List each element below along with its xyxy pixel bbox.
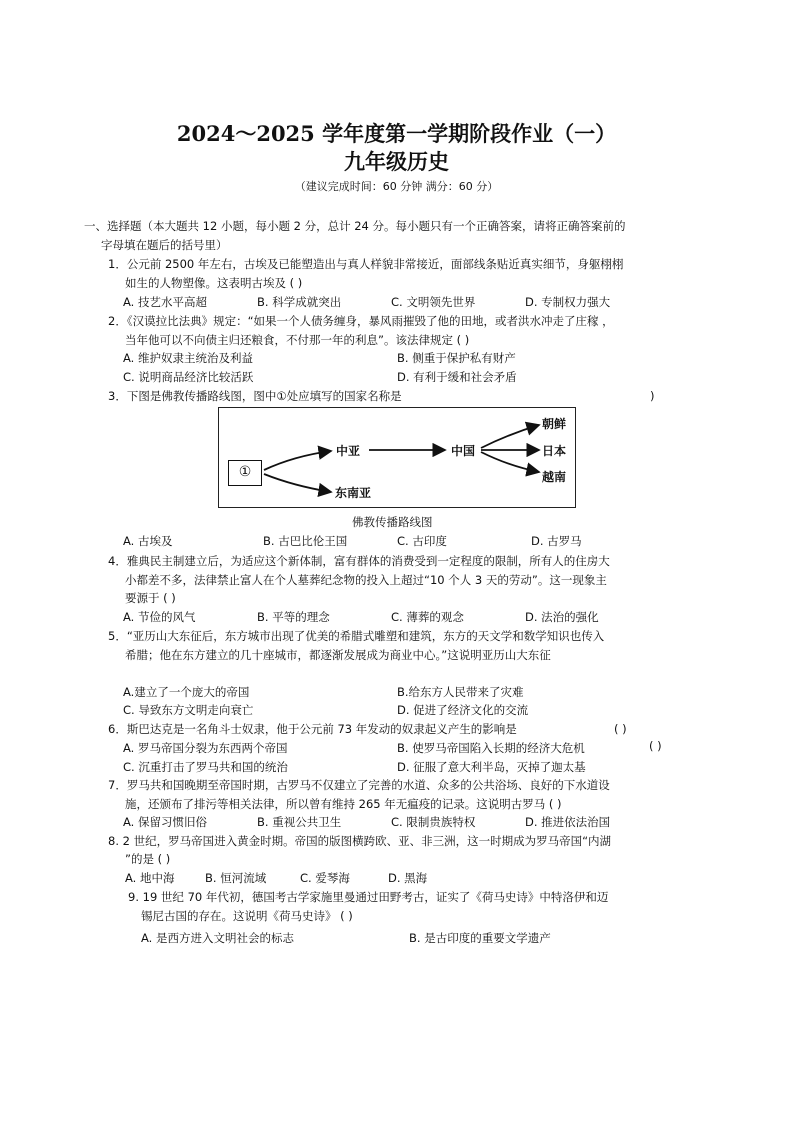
diagram-node-korea: 朝鲜 [542,417,567,431]
q5-option-a: A.建立了一个庞大的帝国 [123,685,250,699]
q6-option-d: D. 征服了意大利半岛，灭掉了迦太基 [397,760,586,774]
q8-option-d: D. 黑海 [388,871,428,885]
q7-option-d: D. 推进依法治国 [525,815,611,829]
section-heading: 一、选择题（本大题共 12 小题，每小题 2 分，总计 24 分。每小题只有一个正确答案，请将正确答案前的 [84,219,626,233]
question-9-text-cont: 锡尼古国的存在。这说明《荷马史诗》 ( ) [141,909,353,923]
diagram-node-southeast-asia: 东南亚 [335,486,372,500]
q9-option-a: A. 是西方进入文明社会的标志 [141,931,294,945]
q6-option-b: B. 使罗马帝国陷入长期的经济大危机 [397,741,585,755]
exam-info: （建议完成时间：60 分钟 满分：60 分） [294,180,499,193]
diagram-node-source: ① [228,460,262,486]
question-5-text-cont: 希腊；他在东方建立的几十座城市，都逐渐发展成为商业中心。”这说明亚历山大东征 [125,648,551,662]
diagram-node-japan: 日本 [542,444,567,458]
q3-option-d: D. 古罗马 [531,534,582,548]
page-subtitle: 九年级历史 [344,149,449,174]
diagram-arrows [219,408,577,509]
q8-option-a: A. 地中海 [125,871,175,885]
question-1-text-cont: 如生的人物塑像。这表明古埃及 ( ) [125,276,303,290]
q6-option-c: C. 沉重打击了罗马共和国的统治 [123,760,288,774]
q5-option-c: C. 导致东方文明走向衰亡 [123,703,254,717]
question-6-text: 6．斯巴达克是一名角斗士奴隶，他于公元前 73 年发动的奴隶起义产生的影响是 [108,722,517,736]
q2-option-b: B. 侧重于保护私有财产 [397,351,516,365]
question-4-text-cont2: 要源于 ( ) [125,591,176,605]
diagram-caption: 佛教传播路线图 [352,515,433,529]
q8-option-c: C. 爱琴海 [300,871,350,885]
question-2-text: 2．《汉谟拉比法典》规定：“如果一个人债务缠身，暴风雨摧毁了他的田地，或者洪水冲走了庄稼 ， [108,314,614,328]
arrow-to-korea [481,425,539,448]
q8-option-b: B. 恒河流域 [205,871,267,885]
arrow-to-southeast-asia [264,474,331,492]
buddhism-spread-diagram [218,407,576,508]
question-7-text-cont: 施，还颁布了排污等相关法律，所以曾有维持 265 年无瘟疫的记录。这说明古罗马 ( ) [125,797,562,811]
diagram-node-vietnam: 越南 [542,470,567,484]
question-3-paren: ) [650,389,655,403]
question-4-text: 4．雅典民主制建立后，为适应这个新体制，富有群体的消费受到一定程度的限制，所有人的住房大 [108,554,610,568]
q1-option-d: D. 专制权力强大 [525,295,611,309]
question-6-paren: ( ) [614,722,627,736]
q1-option-b: B. 科学成就突出 [257,295,342,309]
q9-option-b: B. 是古印度的重要文学遗产 [409,931,551,945]
q5-option-d: D. 促进了经济文化的交流 [397,703,529,717]
q1-option-a: A. 技艺水平高超 [123,295,207,309]
arrow-to-central-asia [264,451,331,470]
q7-option-c: C. 限制贵族特权 [391,815,476,829]
q2-option-c: C. 说明商品经济比较活跃 [123,370,254,384]
section-heading-cont: 字母填在题后的括号里） [101,238,228,252]
q7-option-b: B. 重视公共卫生 [257,815,342,829]
question-1-text: 1．公元前 2500 年左右，古埃及已能塑造出与真人样貌非常接近，面部线条贴近真实细节，身躯栩栩 [108,257,624,271]
question-6-paren-extra: ( ) [649,739,662,753]
q5-option-b: B.给东方人民带来了灾难 [397,685,524,699]
q2-option-a: A. 维护奴隶主统治及利益 [123,351,253,365]
question-8-text-cont: ”的是 ( ) [125,852,171,866]
q7-option-a: A. 保留习惯旧俗 [123,815,207,829]
question-4-text-cont: 小都差不多，法律禁止富人在个人墓葬纪念物的投入上超过“10 个人 3 天的劳动”。这一现象主 [125,573,607,587]
question-2-text-cont: 当年他可以不向债主归还粮食，不付那一年的利息”。该法律规定 ( ) [125,333,470,347]
q4-option-b: B. 平等的理念 [257,610,330,624]
q3-option-a: A. 古埃及 [123,534,173,548]
q1-option-c: C. 文明领先世界 [391,295,476,309]
diagram-node-china: 中国 [451,444,476,458]
q2-option-d: D. 有利于缓和社会矛盾 [397,370,517,384]
page-title: 2024～2025 学年度第一学期阶段作业（一） [176,121,617,146]
q3-option-c: C. 古印度 [397,534,447,548]
question-8-text: 8. 2 世纪，罗马帝国进入黄金时期。帝国的版图横跨欧、亚、非三洲，这一时期成为罗马帝国“内湖 [108,834,612,848]
q4-option-c: C. 薄葬的观念 [391,610,464,624]
question-3-text: 3．下图是佛教传播路线图，图中①处应填写的国家名称是 [108,389,402,403]
q3-option-b: B. 古巴比伦王国 [263,534,348,548]
question-5-text: 5．“亚历山大东征后，东方城市出现了优美的希腊式雕塑和建筑，东方的天文学和数学知识也传入 [108,629,605,643]
q4-option-a: A. 节俭的风气 [123,610,196,624]
question-7-text: 7．罗马共和国晚期至帝国时期，古罗马不仅建立了完善的水道、众多的公共浴场、良好的下水道设 [108,778,610,792]
arrow-to-vietnam [481,452,539,472]
diagram-node-central-asia: 中亚 [336,444,361,458]
q4-option-d: D. 法治的强化 [525,610,599,624]
q6-option-a: A. 罗马帝国分裂为东西两个帝国 [123,741,288,755]
question-9-text: 9. 19 世纪 70 年代初，德国考古学家施里曼通过田野考古，证实了《荷马史诗》中特洛伊和迈 [128,890,609,904]
